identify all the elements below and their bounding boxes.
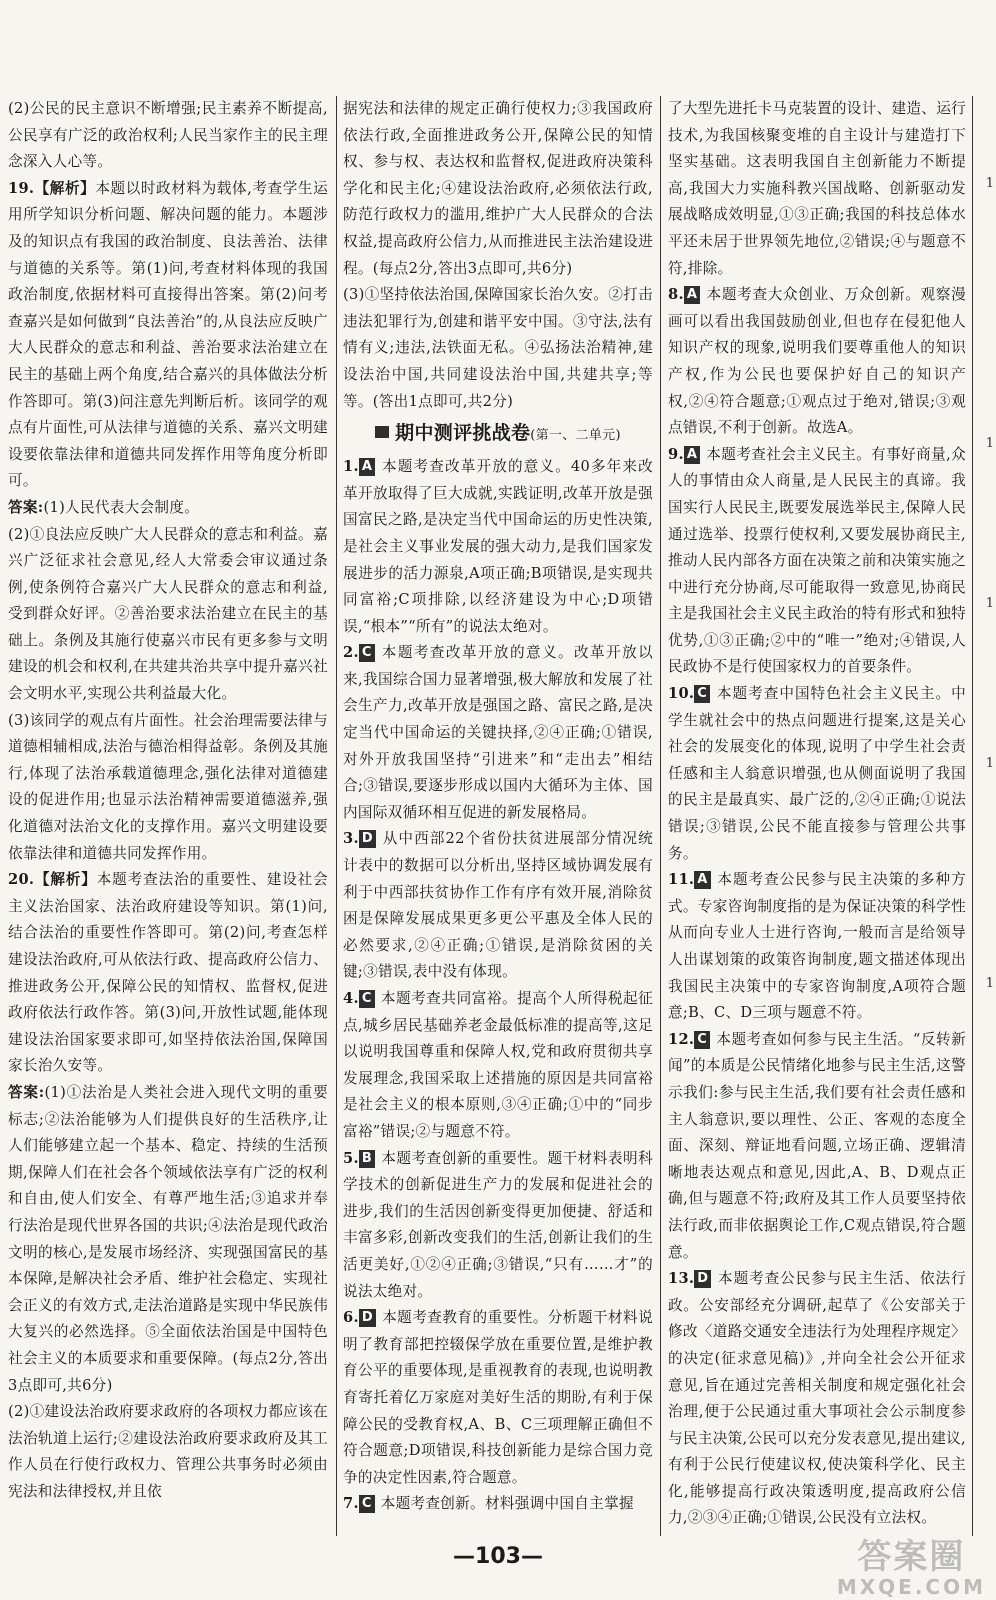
column-middle	[343, 96, 653, 1548]
question-number: 19.	[8, 179, 35, 197]
column-right	[668, 96, 966, 1548]
question-answer	[343, 986, 653, 1146]
label-tag: 答案:	[8, 1083, 45, 1101]
paragraph-text: (2)①良法应反映广大人民群众的意志和利益。嘉兴广泛征求社会意见,经人大常委会审议通过条例,使条例符合嘉兴广大人民群众的意志和利益,受到群众好评。②善治要求法治建立在民主的基础上。条例及其施行使嘉兴市民有更多参与文明建设的机会和权利,在共建共治共享中提升嘉兴社会文明水平,实现公共利益最大化。	[8, 525, 328, 703]
margin-marks	[980, 96, 996, 1536]
watermark-logo	[837, 1538, 986, 1598]
question-number: 13.	[668, 1270, 695, 1288]
answer-badge: D	[694, 1270, 711, 1288]
label-tag: 【解析】	[34, 871, 97, 889]
section-heading: 期中测评挑战卷	[395, 422, 531, 445]
question-answer	[343, 454, 653, 640]
label-tag: 【解析】	[34, 179, 96, 197]
question-number: 10.	[668, 685, 695, 703]
question-answer	[668, 442, 966, 681]
question-answer	[343, 640, 653, 826]
answer-badge: D	[359, 830, 376, 848]
question-number: 8.	[668, 286, 684, 304]
column-left	[8, 96, 328, 1548]
paragraph-text: 本题考查中国特色社会主义民主。中学生就社会中的热点问题进行提案,这是关心社会的发展变化的体现,说明了中学生社会责任感和主人翁意识增强,也从侧面说明了我国的民主是最真实、最广泛的,②④正确;①说法错误;③错误,公民不能直接参与管理公共事务。	[668, 685, 966, 862]
paragraph	[8, 1080, 328, 1399]
paragraph-text: 本题考查改革开放的意义。改革开放以来,我国综合国力显著增强,极大解放和发展了社会生产力,改革开放是强国之路、富民之路,是决定当代中国命运的关键抉择,②④正确;①错误,对外开放我国坚持“引进来”和“走出去”相结合;③错误,要逐步形成以国内大循环为主体、国内国际双循环相互促进的新发展格局。	[343, 644, 653, 821]
question-answer	[343, 1305, 653, 1491]
margin-mark: 1	[985, 176, 994, 191]
answer-badge: A	[684, 446, 700, 464]
paragraph-text: 据宪法和法律的规定正确行使权力;③我国政府依法行政,全面推进政务公开,保障公民的知情权、参与权、表达权和监督权,促进政府决策科学化和民主化;④建设法治政府,必须依法行政,防范行政权力的滥用,维护广大人民群众的合法权益,提高政府公信力,从而推进民主法治建设进程。(每点2分,答出3点即可,共6分)	[343, 100, 653, 277]
question-answer	[8, 176, 328, 495]
paragraph-text: 本题以时政材料为载体,考查学生运用所学知识分析问题、解决问题的能力。本题涉及的知识点有我国的政治制度、良法善治、法律与道德的关系等。第(1)问,考查材料体现的我国政治制度,依据材料可直接得出答案。第(2)问考查嘉兴是如何做到“良法善治”的,从良法应反映广大人民群众的意志和利益、善治要求法治建立在民主的基础上两个角度,结合嘉兴的具体做法分析作答即可。第(3)问注意先判断后析。该同学的观点有片面性,可从法律与道德的关系、嘉兴文明建设要依靠法律和道德共同发挥作用等角度分析即可。	[8, 179, 328, 490]
paragraph	[8, 96, 328, 176]
answer-badge: A	[694, 871, 710, 889]
answer-badge: A	[359, 458, 375, 476]
column-divider	[336, 96, 337, 1536]
paragraph-text: 本题考查法治的重要性、建设社会主义法治国家、法治政府建设等知识。第(1)问,结合法治的重要性作答即可。第(2)问,考查怎样建设法治政府,可从依法行政、提高政府公信力、推进政务公开,保障公民的知情权、监督权,促进政府依法行政作答。第(3)问,开放性试题,能体现建设法治国家要求即可,如坚持依法治国,保障国家长治久安等。	[8, 871, 328, 1075]
paragraph	[343, 282, 653, 415]
answer-badge: C	[694, 685, 710, 703]
paragraph	[8, 495, 328, 522]
question-answer	[343, 1491, 653, 1518]
column-divider	[972, 96, 973, 1536]
question-number: 9.	[668, 445, 684, 463]
paragraph-text: (3)①坚持依法治国,保障国家长治久安。②打击违法犯罪行为,创建和谐平安中国。③守法,法有情有义;违法,法铁面无私。④弘扬法治精神,建设法治中国,共同建设法治中国,共建共享;等等。(答出1点即可,共2分)	[343, 286, 653, 410]
paragraph	[8, 1399, 328, 1505]
question-number: 12.	[668, 1030, 695, 1048]
answer-badge: C	[694, 1031, 710, 1049]
paragraph-text: (2)公民的民主意识不断增强;民主素养不断提高,公民享有广泛的政治权利;人民当家作主的民主理念深入人心等。	[8, 100, 328, 171]
section-title	[343, 419, 653, 450]
answer-badge: B	[359, 1150, 375, 1168]
section-marker-icon	[375, 426, 389, 438]
watermark-text: 答案圈	[857, 1537, 966, 1577]
column-divider	[660, 96, 661, 1536]
paragraph-text: (2)①建设法治政府要求政府的各项权力都应该在法治轨道上运行;②建设法治政府要求政府及其工作人员在行使行政权力、管理公共事务时必须由宪法和法律授权,并且依	[8, 1403, 328, 1500]
question-number: 1.	[343, 458, 359, 476]
label-tag: 答案:	[8, 498, 44, 516]
paragraph-text: 本题考查大众创业、万众创新。观察漫画可以看出我国鼓励创业,但也存在侵犯他人知识产权的现象,说明我们要尊重他人的知识产权,作为公民也要保护好自己的知识产权,②④符合题意;①观点过于绝对,错误;③观点错误,不利于创新。故选A。	[668, 286, 966, 437]
paragraph-text: 了大型先进托卡马克装置的设计、建造、运行技术,为我国核聚变堆的自主设计与建造打下坚实基础。这表明我国自主创新能力不断提高,我国大力实施科教兴国战略、创新驱动发展战略成效明显,①③正确;我国的科技总体水平还未居于世界领先地位,②错误;④与题意不符,排除。	[668, 100, 966, 277]
page-number: —103—	[453, 1544, 543, 1569]
paragraph	[668, 96, 966, 282]
question-number: 2.	[343, 644, 359, 662]
watermark-url: MXQE.COM	[836, 1575, 986, 1599]
answer-badge: C	[359, 644, 375, 662]
paragraph	[343, 96, 653, 282]
question-number: 7.	[343, 1495, 359, 1513]
question-number: 5.	[343, 1149, 359, 1167]
paragraph	[8, 522, 328, 708]
question-answer	[668, 681, 966, 867]
margin-mark: 1	[985, 756, 994, 771]
question-number: 20.	[8, 871, 35, 889]
question-answer	[668, 1027, 966, 1266]
question-answer	[668, 867, 966, 1027]
paragraph-text: 本题考查共同富裕。提高个人所得税起征点,城乡居民基础养老金最低标准的提高等,这足以说明我国尊重和保障人权,党和政府贯彻共享发展理念,我国采取上述措施的原因是共同富裕是社会主义的根本原则,③④正确;①中的“同步富裕”错误;②与题意不符。	[343, 990, 653, 1140]
section-subheading: (第一、二单元)	[530, 428, 621, 444]
margin-mark: 1	[985, 436, 994, 451]
question-number: 11.	[668, 871, 695, 889]
paragraph-text: (1)①法治是人类社会进入现代文明的重要标志;②法治能够为人们提供良好的生活秩序,让人们能够建立起一个基本、稳定、持续的生活预期,保障人们在社会各个领域依法享有广泛的权利和自由,使人们安全、有尊严地生活;③追求并奉行法治是现代世界各国的共识;④法治是现代政治文明的核心,是发展市场经济、实现强国富民的基本保障,是解决社会矛盾、维护社会稳定、实现社会正义的有效方式,走法治道路是实现中华民族伟大复兴的必然选择。⑤全面依法治国是中国特色社会主义的本质要求和重要保障。(每点2分,答出3点即可,共6分)	[8, 1083, 328, 1394]
question-number: 4.	[343, 990, 359, 1007]
question-number: 3.	[343, 830, 359, 848]
paragraph-text: 从中西部22个省份扶贫进展部分情况统计表中的数据可以分析出,坚持区域协调发展有利于中西部扶贫协作工作有序有效开展,消除贫困是保障发展成果更多更公平惠及全体人民的必然要求,②④正确;①错误,是消除贫困的关键;③错误,表中没有体现。	[343, 830, 653, 981]
paragraph-text: 本题考查如何参与民主生活。“反转新闻”的本质是公民情绪化地参与民主生活,这警示我们:参与民主生活,我们要有社会责任感和主人翁意识,要以理性、公正、客观的态度全面、深刻、辩证地看问题,立场正确、逻辑清晰地表达观点和意见,因此,A、B、D观点正确,但与题意不符;政府及其工作人员要坚持依法行政,而非依据舆论工作,C观点错误,符合题意。	[668, 1030, 966, 1261]
question-answer	[668, 1266, 966, 1532]
paragraph-text: 本题考查创新的重要性。题干材料表明科学技术的创新促进生产力的发展和促进社会的进步,我们的生活因创新变得更加便捷、舒适和丰富多彩,创新改变我们的生活,创新让我们的生活更美好,①②④正确;③错误,“只有……才”的说法太绝对。	[343, 1149, 653, 1300]
paragraph	[8, 708, 328, 868]
answer-badge: A	[684, 286, 700, 304]
answer-badge: C	[359, 1495, 375, 1513]
paragraph-text: 本题考查社会主义民主。有事好商量,众人的事情由众人商量,是人民民主的真谛。我国实行人民民主,既要发展选举民主,保障人民通过选举、投票行使权利,又要发展协商民主,推动人民内部各方面在决策之前和决策实施之中进行充分协商,尽可能取得一致意见,协商民主是我国社会主义民主政治的特有形式和独特优势,①③正确;②中的“唯一”绝对;④错误,人民政协不是行使国家权力的首要条件。	[668, 445, 966, 676]
question-answer	[8, 867, 328, 1080]
paragraph-text: (3)该同学的观点有片面性。社会治理需要法律与道德相辅相成,法治与德治相得益彰。条例及其施行,体现了法治承载道德理念,强化法律对道德建设的促进作用;也显示法治精神需要道德滋养,强化道德对法治文化的支撑作用。嘉兴文明建设要依靠法律和道德共同发挥作用。	[8, 711, 328, 862]
answer-badge: D	[359, 1309, 376, 1327]
question-answer	[343, 1146, 653, 1306]
paragraph-text: 本题考查公民参与民主决策的多种方式。专家咨询制度指的是为保证决策的科学性从而向专业人士进行咨询,一般而言是给领导人出谋划策的政策咨询制度,题文描述体现出我国民主决策中的专家咨询制度,A项符合题意;B、C、D三项与题意不符。	[668, 871, 966, 1022]
question-answer	[343, 826, 653, 986]
paragraph-text: 本题考查教育的重要性。分析题干材料说明了教育部把控辍保学放在重要位置,是维护教育公平的重要体现,是重视教育的表现,也说明教育寄托着亿万家庭对美好生活的期盼,有利于保障公民的受教育权,A、B、C三项理解正确但不符合题意;D项错误,科技创新能力是综合国力竞争的决定性因素,符合题意。	[343, 1309, 653, 1486]
paragraph-text: 本题考查创新。材料强调中国自主掌握	[380, 1495, 634, 1513]
answer-badge: C	[359, 990, 375, 1008]
question-answer	[668, 282, 966, 442]
paragraph-text: (1)人民代表大会制度。	[43, 498, 200, 516]
question-number: 6.	[343, 1309, 359, 1327]
margin-mark: 1	[985, 976, 994, 991]
paragraph-text: 本题考查改革开放的意义。40多年来改革开放取得了巨大成就,实践证明,改革开放是强国富民之路,是决定当代中国命运的历史性决策,是社会主义事业发展的强大动力,是我们国家发展进步的活力源泉,A项正确;B项错误,是实现共同富裕;C项排除,以经济建设为中心;D项错误,“根本”“所有”的说法太绝对。	[343, 458, 653, 635]
margin-mark: 1	[985, 596, 994, 611]
paragraph-text: 本题考查公民参与民主生活、依法行政。公安部经充分调研,起草了《公安部关于修改〈道路交通安全违法行为处理程序规定〉的决定(征求意见稿)》,并向全社会公开征求意见,旨在通过完善相关制度和规定强化社会治理,便于公民通过重大事项社会公示制度参与民主决策,公民可以充分发表意见,提出建议,有利于公民行使建议权,使决策科学化、民主化,能够提高行政决策透明度,提高政府公信力,②③④正确;①错误,公民没有立法权。	[668, 1270, 966, 1527]
